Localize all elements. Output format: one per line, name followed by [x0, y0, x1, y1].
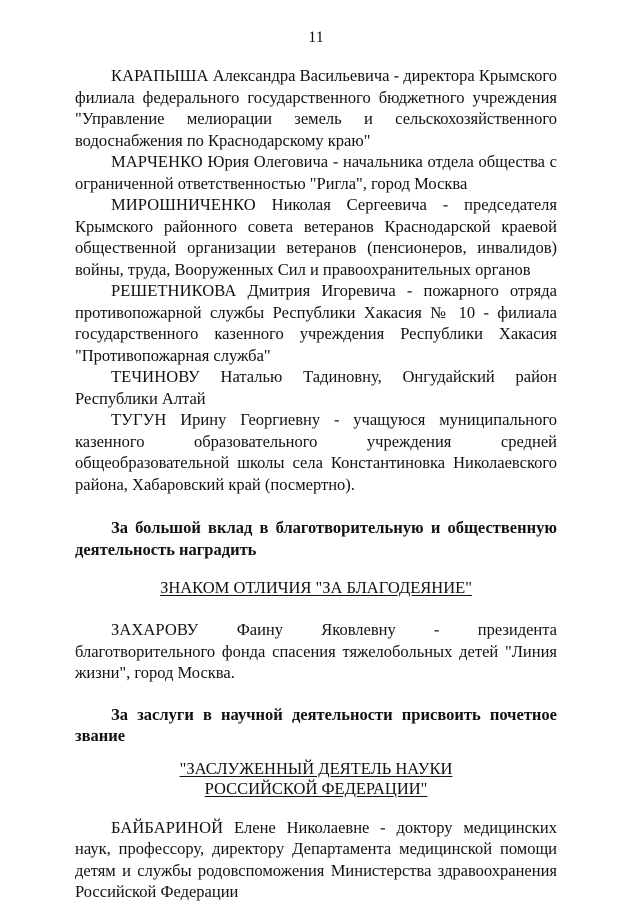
entry-surname: ТЕЧИНОВУ — [111, 367, 200, 386]
entry-reshetnikova — [75, 280, 557, 366]
entry-karapysha — [75, 65, 557, 151]
entry-text: Юрия Олеговича - начальника отдела общества с ограниченной ответственностью "Ригла", город Москва — [75, 152, 557, 193]
entry-miroshnichenko — [75, 194, 557, 280]
entry-techinova — [75, 366, 557, 409]
entry-tugun — [75, 409, 557, 495]
spacer — [75, 799, 557, 817]
entry-surname: ТУГУН — [111, 410, 167, 429]
entry-surname: МИРОШНИЧЕНКО — [111, 195, 256, 214]
award-title-science-line1 — [75, 759, 557, 779]
entry-text: Фаину Яковлевну - президента благотворительного фонда спасения тяжелобольных детей "Линия жизни", город Москва. — [75, 620, 557, 682]
spacer — [75, 684, 557, 704]
decree-charity: За большой вклад в благотворительную и общественную деятельность наградить — [75, 518, 557, 559]
entry-surname: БАЙБАРИНОЙ — [111, 817, 224, 837]
award-title-science-line2 — [75, 779, 557, 799]
entry-text: Александра Васильевича - директора Крымского филиала федерального государственного бюджетного учреждения "Управление мелиорации земель и сельскохозяйственного водоснабжения по Краснодарскому краю" — [75, 66, 557, 150]
entry-surname: РЕШЕТНИКОВА — [111, 281, 237, 300]
entry-baybarina — [75, 817, 557, 903]
entry-zakharova — [75, 619, 557, 684]
entry-surname: КАРАПЫША — [111, 66, 209, 85]
entry-surname: ЗАХАРОВУ — [111, 620, 199, 639]
award-title-text: ЗНАКОМ ОТЛИЧИЯ "ЗА БЛАГОДЕЯНИЕ" — [160, 578, 472, 597]
award-title-text: "ЗАСЛУЖЕННЫЙ ДЕЯТЕЛЬ НАУКИ — [179, 758, 453, 778]
decree-science: За заслуги в научной деятельности присвоить почетное звание — [75, 704, 557, 745]
entry-text: Елене Николаевне - доктору медицинских наук, профессору, директору Департамента медицинской помощи детям и службы родовспоможения Министерства здравоохранения Российской Федерации — [75, 817, 557, 901]
award-title-blagodeyanie — [75, 578, 557, 598]
spacer — [75, 560, 557, 578]
award-title-text: РОССИЙСКОЙ ФЕДЕРАЦИИ" — [204, 778, 428, 798]
spacer — [75, 495, 557, 517]
entry-text: Дмитрия Игоревича - пожарного отряда противопожарной службы Республики Хакасия № 10 - филиала государственного казенного учреждения Республики Хакасия "Противопожарная служба" — [75, 281, 557, 365]
entry-text: Николая Сергеевича - председателя Крымского районного совета ветеранов Краснодарской краевой общественной организации ветеранов (пенсионеров, инвалидов) войны, труда, Вооруженных Сил и правоохранительных органов — [75, 195, 557, 279]
entry-text: Наталью Тадиновну, Онгудайский район Республики Алтай — [75, 367, 557, 408]
document-page — [75, 28, 557, 903]
spacer — [75, 747, 557, 759]
page-number: 11 — [308, 29, 324, 46]
entry-marchenko — [75, 151, 557, 194]
entry-text: Ирину Георгиевну - учащуюся муниципального казенного образовательного учреждения средней общеобразовательной школы села Константиновка Николаевского района, Хабаровский край (посмертно). — [75, 410, 557, 494]
entry-surname: МАРЧЕНКО — [111, 152, 203, 171]
spacer — [75, 598, 557, 619]
